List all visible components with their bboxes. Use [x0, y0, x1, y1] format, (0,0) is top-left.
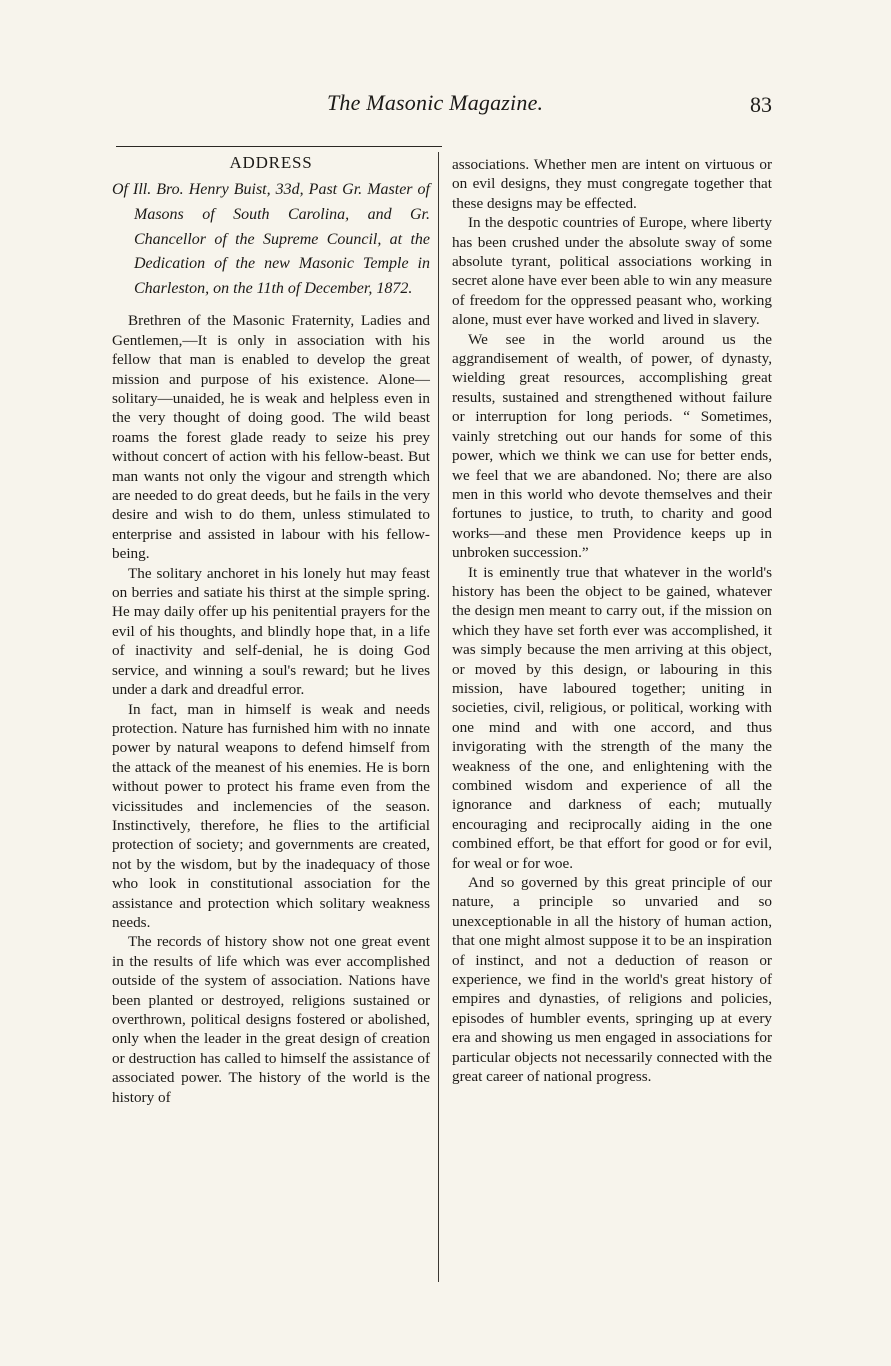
paragraph: The solitary anchoret in his lonely hut may feast on berries and satiate his thirst at the simple spring. He may daily offer up his penitential prayers for the evil of his thoughts, and blindly hope that, in a life of inactivity and self-denial, he is doing God service, and winning a soul's reward; but he lives under a dark and dreadful error. [112, 564, 430, 699]
running-title: The Masonic Magazine. [327, 90, 544, 115]
paragraph: In fact, man in himself is weak and needs protection. Nature has furnished him with no innate power by natural weapons to defend himself from the attack of the meanest of his enemies. He is born without power to protect his frame even from the vicissitudes and inclemencies of the season. Instinctively, therefore, he flies to the artificial protection of society; and governments are created, not by the wisdom, but by the inadequacy of those who look in constitutional association for the assistance and protection which solitary weakness needs. [112, 700, 430, 931]
column-divider [438, 152, 439, 1282]
page-number: 83 [750, 92, 772, 117]
header-rule [116, 146, 442, 147]
paragraph: associations. Whether men are intent on virtuous or on evil designs, they must congregate together that these designs may be effected. [452, 156, 772, 212]
left-column [112, 150, 430, 1107]
running-header [112, 84, 772, 124]
article-heading: ADDRESS [229, 153, 313, 172]
right-column [452, 155, 772, 1087]
paragraph: The records of history show not one great event in the results of life which was ever accomplished outside of the system of association. Nations have been planted or destroyed, religions sustained or overthrown, political designs fostered or abolished, only when the leader in the great design of creation or destruction has called to himself the assistance of associated power. The history of the world is the history of [112, 933, 430, 1106]
paragraph: We see in the world around us the aggrandisement of wealth, of power, of dynasty, wielding great resources, accomplishing great results, sustained and strengthened without failure or interruption for long periods. “ Sometimes, vainly stretching out our hands for some of this power, which we think we can use for better ends, we feel that we are abandoned. No; there are also men in this world who devote themselves and their fortunes to justice, to truth, to charity and good works—and these men Providence keeps up in unbroken succession.” [452, 330, 772, 562]
paragraph: And so governed by this great principle of our nature, a principle so unvaried and so unexceptionable in all the history of human action, that one might almost suppose it to be an inspiration of instinct, and not a deduction of reason or experience, we find in the world's great history of empires and dynasties, of religions and policies, episodes of humbler events, springing up at every era and showing us men engaged in associations for particular objects not necessarily connected with the great career of national progress. [452, 874, 772, 1086]
paragraph: In the despotic countries of Europe, where liberty has been crushed under the absolute sway of some absolute tyrant, political associations working in secret alone have ever been able to win any measure of freedom for the oppressed peasant who, working alone, must ever have worked and lived in slavery. [452, 214, 772, 329]
paragraph: It is eminently true that whatever in the world's history has been the object to be gained, whatever the design men meant to carry out, if the mission on which they have set forth ever was accomplished, it was simply because the men arriving at this object, or moved by this design, or labouring in this mission, have laboured together; uniting in societies, civil, religious, or political, working with one mind and with one accord, and thus invigorating with the strength of the many the weakness of the one, and enlightening with the combined wisdom and experience of all the ignorance and darkness of each; mutually encouraging and reciprocally aiding in the one combined effort, be that effort for good or for evil, for weal or for woe. [452, 563, 772, 872]
article-subtitle: Of Ill. Bro. Henry Buist, 33d, Past Gr. Master of Masons of South Carolina, and Gr. Chancellor of the Supreme Council, at the Dedication of the new Masonic Temple in Charleston, on the 11th of December, 1872. [112, 181, 430, 297]
paragraph: Brethren of the Masonic Fraternity, Ladies and Gentlemen,—It is only in association with his fellow that man is enabled to develop the great mission and purpose of his existence. Alone—solitary—unaided, he is weak and helpless even in the very thought of doing good. The wild beast roams the forest glade ready to seize his prey without concert of action with his fellow-beast. But man wants not only the vigour and strength which are needed to do great deeds, but he fails in the very desire and wish to do them, unless stimulated to enterprise and assisted in labour with his fellow-being. [112, 312, 430, 563]
